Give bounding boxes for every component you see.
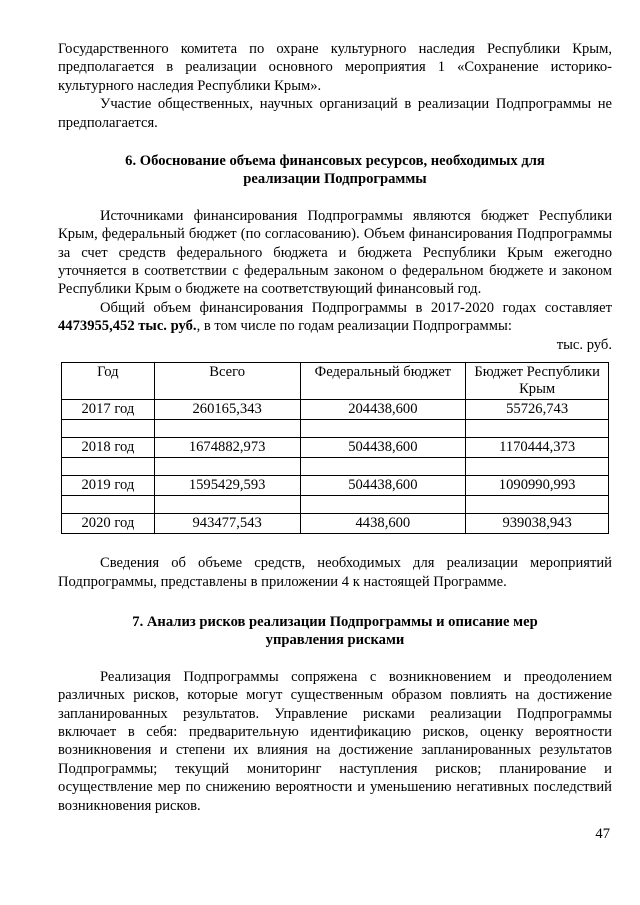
section-6-paragraph-1: Источниками финансирования Подпрограммы являются бюджет Республики Крым, федеральный бюджет (по согласованию). Объем финансирования Подпрограммы за счет средств федерального бюджета и бюджета Республики Крым ежегодно уточняется в соответствии с федеральным законом о федеральном бюджете и законом Республики Крым о бюджете на соответствующий финансовый год. [58,207,612,298]
cell-regional: 1170444,373 [466,438,609,458]
total-text-after: , в том числе по годам реализации Подпрограммы: [196,318,512,335]
cell-federal: 4438,600 [300,514,466,534]
cell-federal: 204438,600 [300,400,466,420]
section-7-paragraph-1: Реализация Подпрограммы сопряжена с возникновением и преодолением различных рисков, которые могут существенным образом повлиять на достижение запланированных результатов. Управление рисками реализации Подпрограммы включает в себя: предварительную идентификацию рисков, оценку вероятности возникновения и степени их влияния на достижение запланированных результатов Подпрограммы; текущий мониторинг наступления рисков; планирование и осуществление мер по снижению вероятности и уменьшению негативных последствий возникновения рисков. [58,668,612,814]
intro-paragraph-1: Государственного комитета по охране культурного наследия Республики Крым, предполагается в реализации основного мероприятия 1 «Сохранение историко-культурного наследия Республики Крым». [58,41,612,94]
cell-federal: 504438,600 [300,476,466,496]
table-row [62,400,609,420]
funding-table [61,362,609,534]
intro-paragraph-2: Участие общественных, научных организаций в реализации Подпрограммы не предполагается. [58,96,612,131]
header-total: Всего [154,363,300,400]
table-spacer-row [62,420,609,438]
header-year: Год [62,363,155,400]
table-row [62,476,609,496]
table-header-row [62,363,609,400]
cell-year: 2020 год [62,514,155,534]
cell-regional: 55726,743 [466,400,609,420]
cell-total: 260165,343 [154,400,300,420]
section-6-title [58,152,612,189]
document-page [58,40,612,815]
table-spacer-row [62,458,609,476]
table-row [62,438,609,458]
cell-year: 2019 год [62,476,155,496]
section-7-title-line-2: управления рисками [265,632,405,649]
total-amount: 4473955,452 тыс. руб. [58,318,197,335]
section-6-paragraph-3: Сведения об объеме средств, необходимых для реализации мероприятий Подпрограммы, представлены в приложении 4 к настоящей Программе. [58,555,612,590]
section-7-title-line-1: 7. Анализ рисков реализации Подпрограммы и описание мер [132,613,538,630]
total-text-before: Общий объем финансирования Подпрограммы в 2017-2020 годах составляет [100,299,612,316]
section-7-title [58,613,612,650]
section-6-paragraph-2 [58,299,612,336]
table-unit-label: тыс. руб. [556,336,612,353]
section-6-title-line-1: 6. Обоснование объема финансовых ресурсов, необходимых для [125,153,545,170]
header-federal: Федеральный бюджет [300,363,466,400]
header-regional: Бюджет Республики Крым [466,363,609,400]
table-spacer-row [62,496,609,514]
table-row [62,514,609,534]
cell-total: 1674882,973 [154,438,300,458]
cell-total: 943477,543 [154,514,300,534]
section-6-title-line-2: реализации Подпрограммы [243,171,427,188]
cell-federal: 504438,600 [300,438,466,458]
page-number: 47 [595,826,610,842]
cell-year: 2018 год [62,438,155,458]
cell-total: 1595429,593 [154,476,300,496]
cell-year: 2017 год [62,400,155,420]
cell-regional: 1090990,993 [466,476,609,496]
cell-regional: 939038,943 [466,514,609,534]
